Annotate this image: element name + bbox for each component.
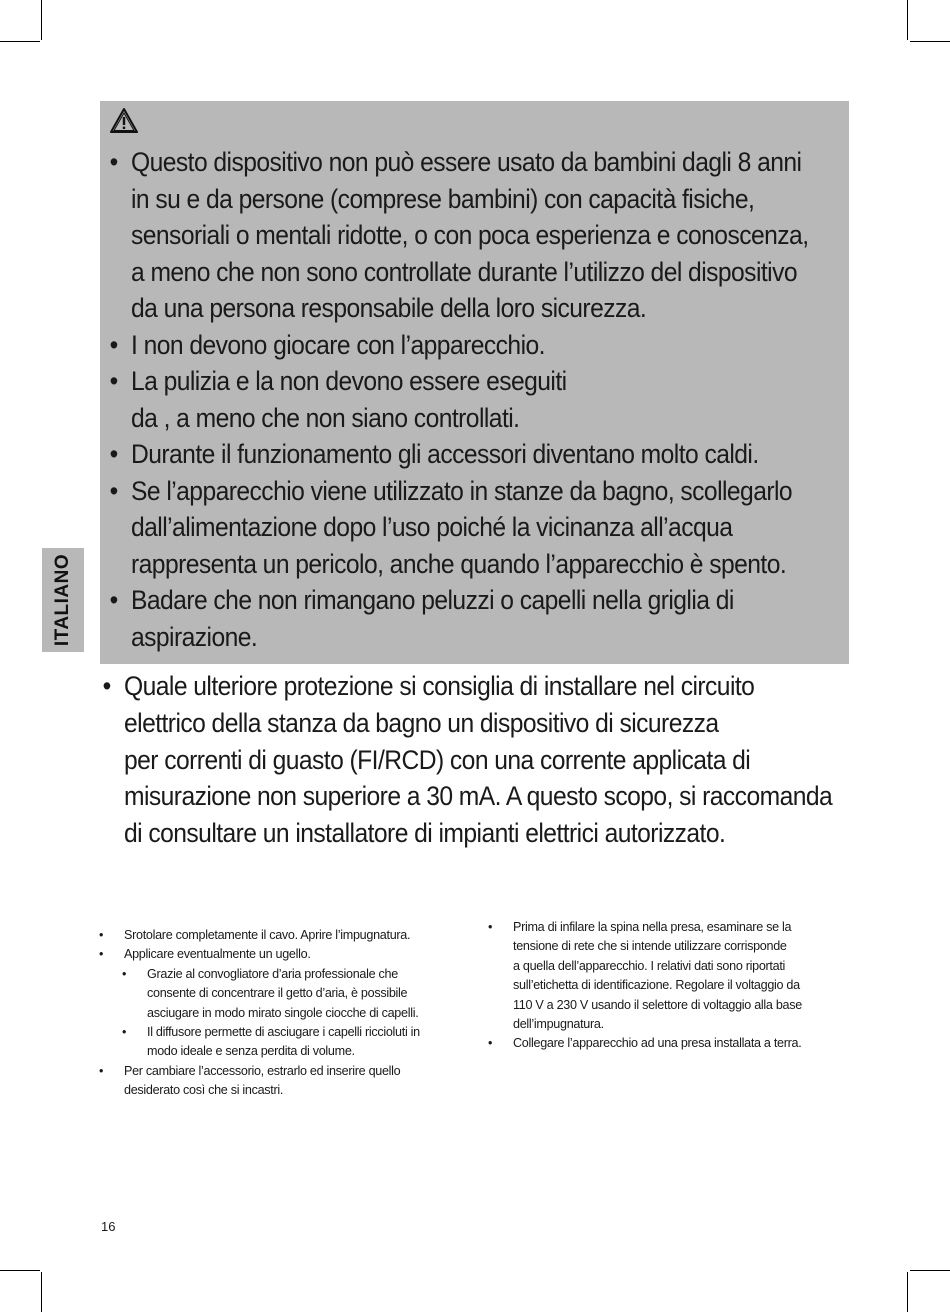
text-line: elettrico della stanza da bagno un dispositivo di sicurezza [124,707,719,738]
bullet: • [102,671,111,701]
crop-mark [910,41,950,42]
bullet: • [99,1063,104,1078]
list-item [109,144,809,327]
text-line: Questo dispositivo non può essere usato da bambini dagli 8 anni [131,147,802,177]
text-line: I non devono giocare con l’apparecchio. [131,329,545,360]
text-line: misurazione non superiore a 30 mA. A questo scopo, si raccomanda [124,781,833,812]
text-line: Il diffusore permette di asciugare i capelli riccioluti in [147,1025,420,1040]
list-item [109,327,808,364]
text-line: da una persona responsabile della loro sicurezza. [131,293,647,323]
list-item [99,945,464,964]
list-item [102,668,833,852]
crop-mark [907,1272,908,1312]
text-line: aspirazione. [131,621,258,652]
bullet: • [109,475,118,506]
bullet: • [488,920,493,934]
text-line: sull’etichetta di identificazione. Regolare il voltaggio da [513,978,800,993]
text-line: a meno che non sono controllate durante l’utilizzo del dispositivo [131,256,797,287]
text-line: dall’alimentazione dopo l’uso poiché la vicinanza all’acqua [131,512,733,542]
crop-mark [907,0,908,40]
safety-note [102,668,885,852]
text-line: di consultare un installatore di impianti elettrici autorizzato. [124,818,726,849]
crop-mark [0,1270,40,1271]
crop-mark [41,1272,42,1312]
list-item [109,363,808,436]
language-tab [42,548,84,652]
text-line: per correnti di guasto (FI/RCD) con una corrente applicata di [124,744,751,775]
instructions-left-column [99,926,464,1101]
bullet: • [109,147,118,177]
bullet: • [99,947,104,962]
text-line: dell’impugnatura. [513,1017,604,1032]
list-item [124,1023,464,1062]
text-line: Applicare eventualmente un ugello. [124,947,311,962]
text-line: Se l’apparecchio viene utilizzato in stanze da bagno, scollegarlo [131,475,793,506]
text-line: tensione di rete che si intende utilizzare corrisponde [513,939,787,954]
text-line: Grazie al convogliatore d’aria professionale che [147,966,398,981]
text-line: desiderato così che si incastri. [124,1083,284,1098]
bullet: • [122,1025,127,1040]
text-line: La pulizia e la non devono essere eseguiti [131,366,567,396]
list-item [99,926,464,945]
crop-mark [0,41,40,42]
text-line: 110 V a 230 V usando il selettore di voltaggio alla base [513,997,802,1012]
list-item [488,1034,853,1053]
crop-mark [41,0,42,40]
text-line: rappresenta un pericolo, anche quando l’apparecchio è spento. [131,548,787,579]
bullet: • [109,366,118,396]
list-item [109,436,808,473]
text-line: Per cambiare l’accessorio, estrarlo ed inserire quello [124,1063,401,1078]
text-line: da , a meno che non siano controllati. [131,402,520,433]
list-item [109,473,808,583]
text-line: Srotolare completamente il cavo. Aprire l’impugnatura. [124,928,411,942]
list-item [99,1062,464,1101]
warning-list [109,144,859,655]
bullet: • [488,1036,493,1051]
list-item [124,965,464,1023]
text-line: sensoriali o mentali ridotte, o con poca esperienza e conoscenza, [131,220,809,250]
warning-triangle-icon [109,107,139,135]
list-item [488,918,853,1034]
bullet: • [122,966,127,981]
text-line: asciugare in modo mirato singole ciocche di capelli. [147,1005,419,1020]
text-line: Durante il funzionamento gli accessori diventano molto caldi. [131,439,759,469]
crop-mark [910,1270,950,1271]
page-number: 16 [101,1219,116,1234]
bullet: • [109,329,118,360]
text-line: in su e da persone (comprese bambini) con capacità fisiche, [131,183,755,214]
language-tab-label: ITALIANO [52,553,73,647]
bullet: • [109,585,118,615]
text-line: a quella dell’apparecchio. I relativi dati sono riportati [513,958,786,973]
text-line: modo ideale e senza perdita di volume. [147,1044,355,1059]
instructions-right-column [488,918,853,1054]
text-line: consente di concentrare il getto d’aria, è possibile [147,986,408,1001]
text-line: Collegare l’apparecchio ad una presa installata a terra. [513,1036,802,1051]
bullet: • [109,439,118,469]
list-item [109,582,808,655]
bullet: • [99,928,104,942]
text-line: Prima di infilare la spina nella presa, esaminare se la [513,920,792,934]
text-line: Badare che non rimangano peluzzi o capelli nella griglia di [131,585,734,615]
text-line: Quale ulteriore protezione si consiglia di installare nel circuito [124,671,755,701]
